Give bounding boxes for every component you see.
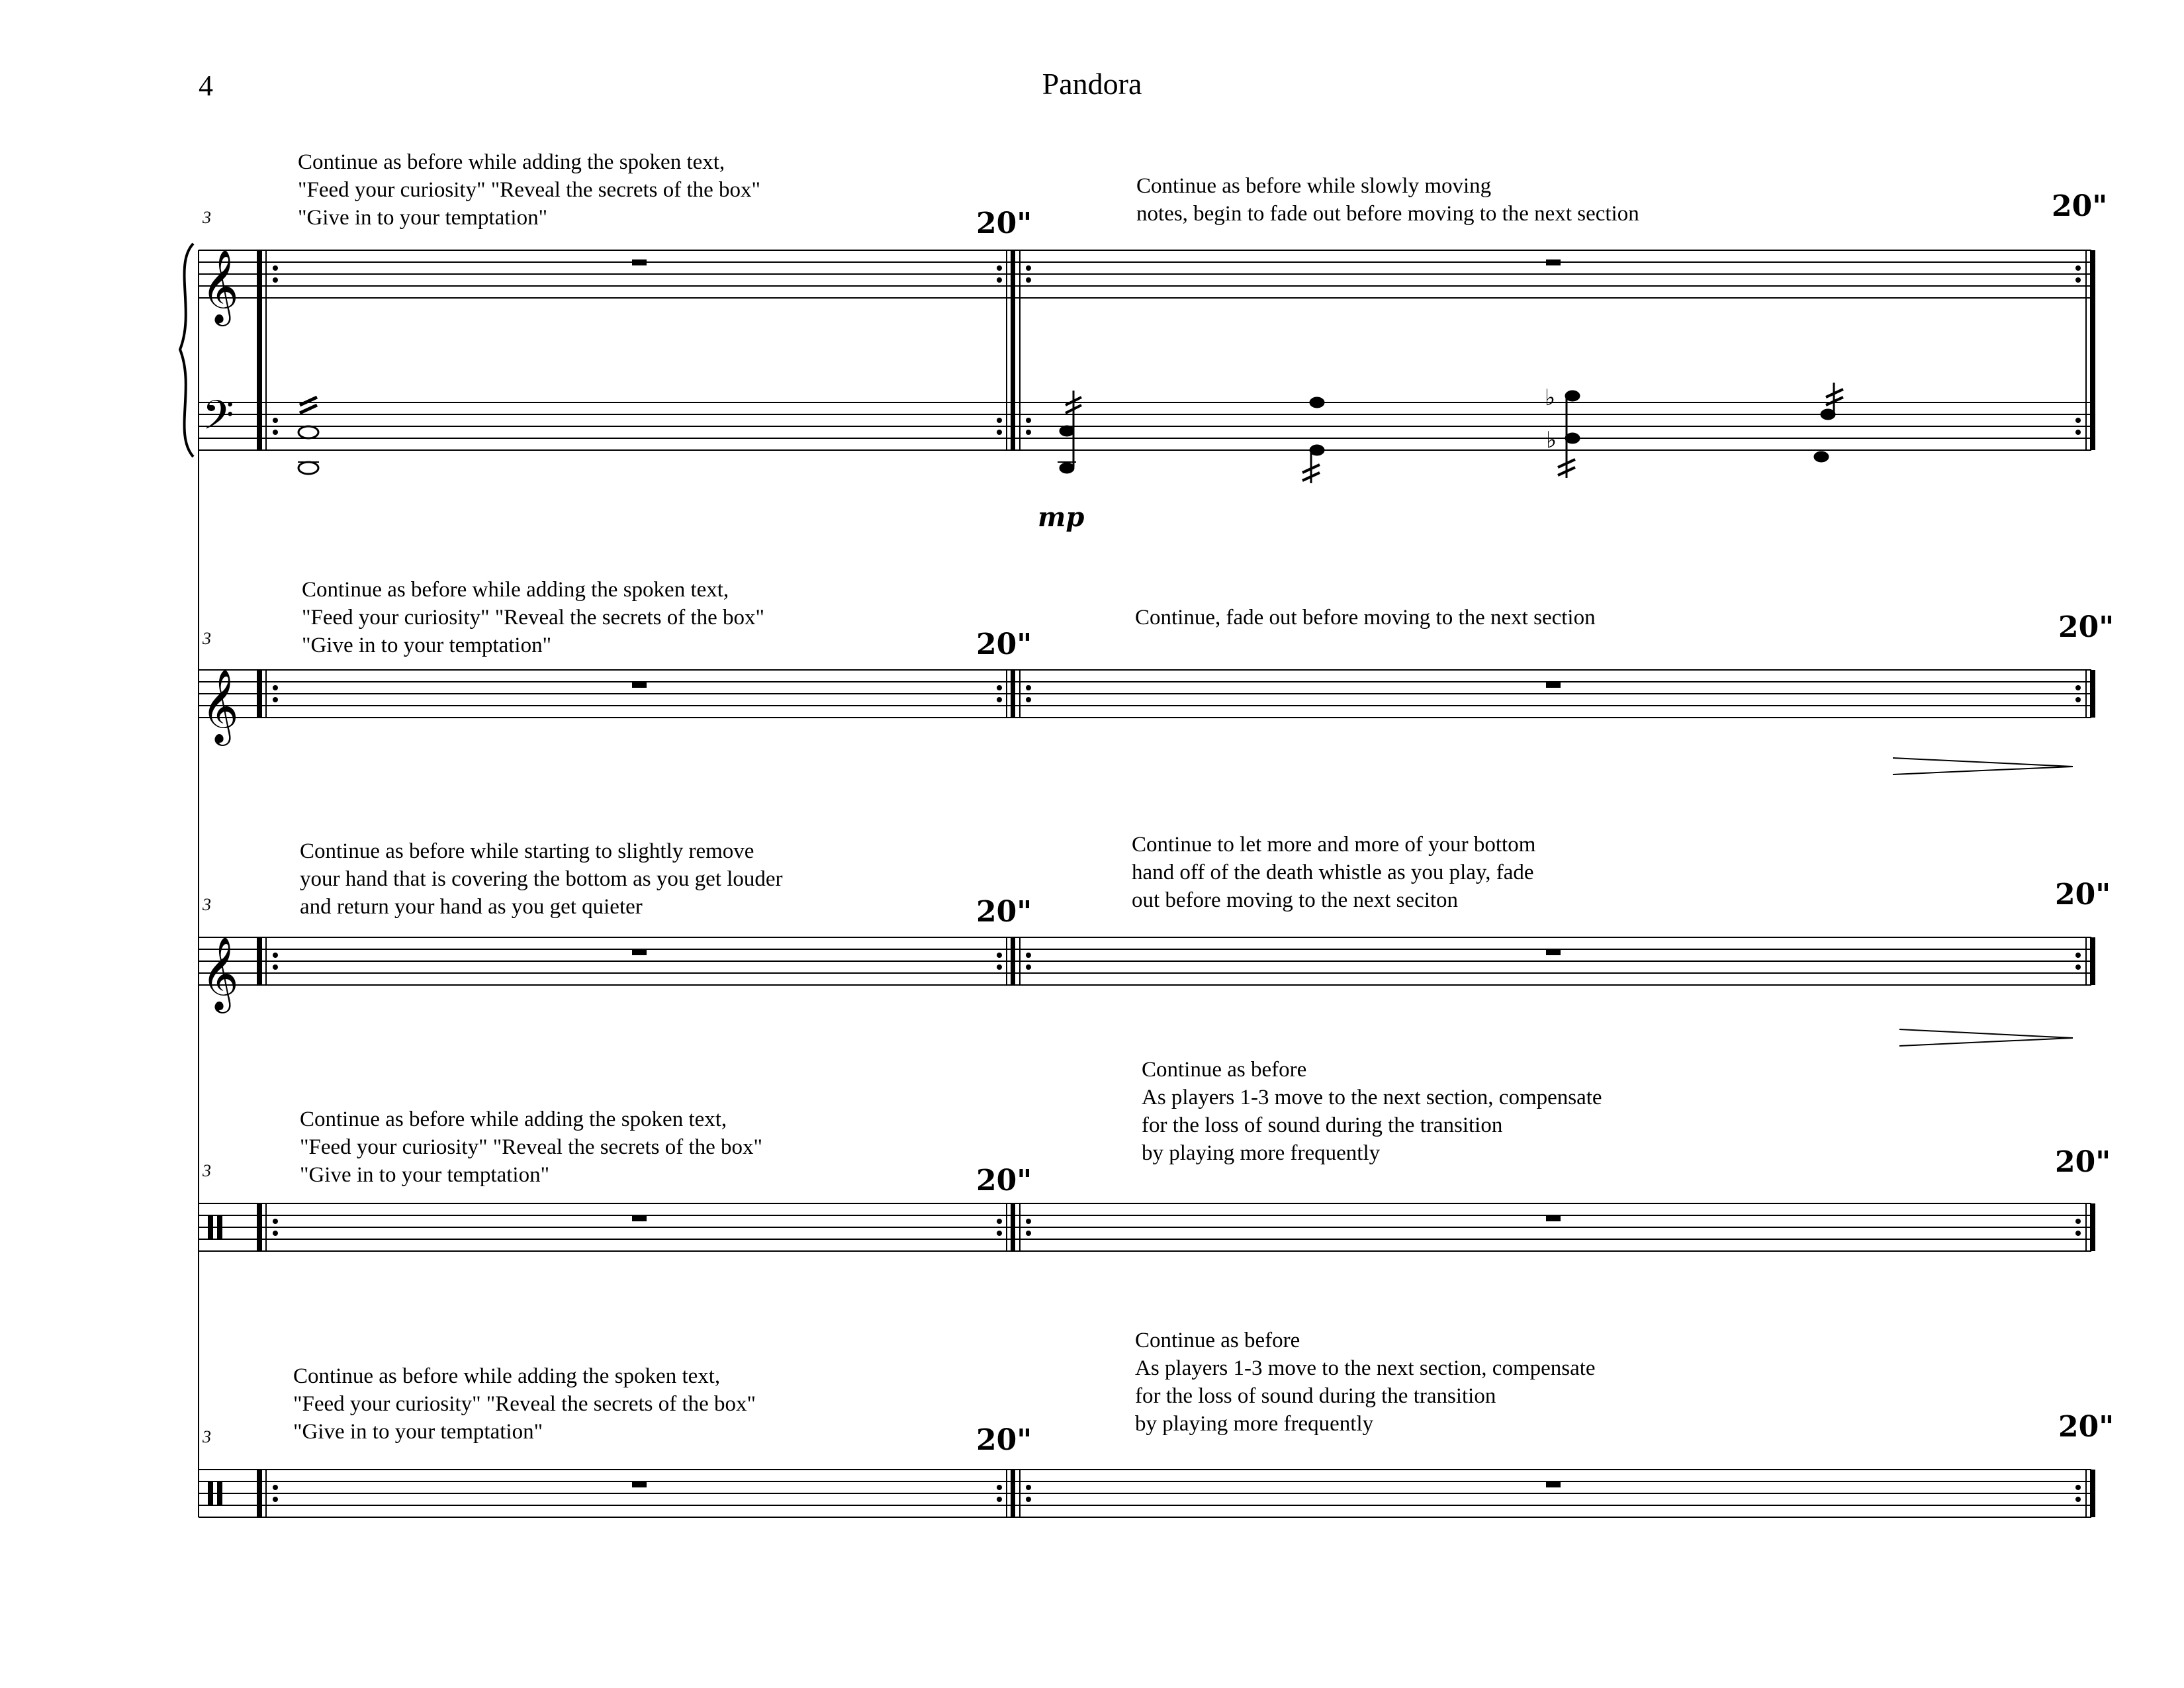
repeat-dots (273, 265, 2081, 435)
duration-marking: 20" (976, 1164, 1032, 1197)
page-number: 4 (199, 70, 213, 102)
player3-staff (199, 937, 2091, 985)
treble-clef-icon: 𝄞 (201, 669, 239, 743)
player3-right-instruction: Continue to let more and more of your bottom hand off of the death whistle as you play, fade out before moving to the next seciton (1132, 833, 1536, 912)
duration-marking: 20" (976, 1423, 1032, 1457)
whole-rest (1546, 259, 1561, 265)
duration-marking: 20" (976, 628, 1032, 661)
player2-left-instruction: Continue as before while adding the spoken text, "Feed your curiosity" "Reveal the secrets of the box" "Give in to your temptation" (302, 578, 765, 657)
bass-notes (1058, 383, 1843, 483)
measure-number: 3 (203, 208, 211, 227)
piano-left-instruction: Continue as before while adding the spoken text, "Feed your curiosity" "Reveal the secrets of the box" "Give in to your temptation" (298, 150, 761, 230)
duration-marking: 20" (2052, 189, 2108, 223)
piano-barlines (257, 250, 2095, 450)
whole-rests (632, 682, 1561, 1487)
whole-rest (632, 259, 647, 265)
piano-treble-staff (199, 250, 2091, 298)
page-title: Pandora (1042, 67, 1142, 101)
duration-marking: 20" (976, 207, 1032, 240)
treble-clef-icon: 𝄞 (201, 249, 239, 323)
bass-clef-icon: 𝄢 (203, 392, 234, 449)
flat-icon: ♭ (1545, 385, 1556, 411)
treble-clef-icon: 𝄞 (201, 936, 239, 1010)
perc1-left-instruction: Continue as before while adding the spoken text, "Feed your curiosity" "Reveal the secrets of the box" "Give in to your temptation" (300, 1107, 763, 1187)
duration-marking: 20" (2055, 878, 2111, 912)
dynamic-mp: mp (1038, 502, 1085, 533)
single-staff-barlines (257, 670, 2095, 1517)
perc2-right-instruction: Continue as before As players 1-3 move to the next section, compensate for the loss of sound during the transition by playing more frequently (1135, 1329, 1596, 1436)
tremolo-marks (300, 397, 317, 413)
measure-number: 3 (203, 1161, 211, 1180)
player2-right-instruction: Continue, fade out before moving to the next section (1135, 606, 1596, 630)
single-staff-repeat-dots (273, 685, 2081, 1502)
flat-icon: ♭ (1546, 427, 1557, 453)
perc2-left-instruction: Continue as before while adding the spoken text, "Feed your curiosity" "Reveal the secrets of the box" "Give in to your temptation" (293, 1364, 756, 1444)
piano-brace (180, 244, 193, 457)
perc1-staff (199, 1203, 2091, 1251)
perc1-right-instruction: Continue as before As players 1-3 move to the next section, compensate for the loss of sound during the transition by playing more frequently (1142, 1058, 1602, 1165)
duration-marking: 20" (2055, 1145, 2111, 1179)
player2-staff (199, 670, 2091, 718)
player3-left-instruction: Continue as before while starting to slightly remove your hand that is covering the bottom as you get louder and return your hand as you get quieter (300, 839, 783, 919)
measure-number: 3 (203, 629, 211, 648)
duration-marking: 20" (976, 895, 1032, 929)
measure-number: 3 (203, 1427, 211, 1446)
duration-marking: 20" (2058, 610, 2115, 644)
piano-bass-staff (199, 402, 2091, 450)
duration-marking: 20" (2058, 1410, 2115, 1444)
decrescendo-hairpin (1893, 758, 2073, 1046)
measure-number: 3 (203, 895, 211, 914)
perc2-staff (199, 1470, 2091, 1517)
piano-right-instruction: Continue as before while slowly moving notes, begin to fade out before moving to the next section (1136, 174, 1639, 226)
